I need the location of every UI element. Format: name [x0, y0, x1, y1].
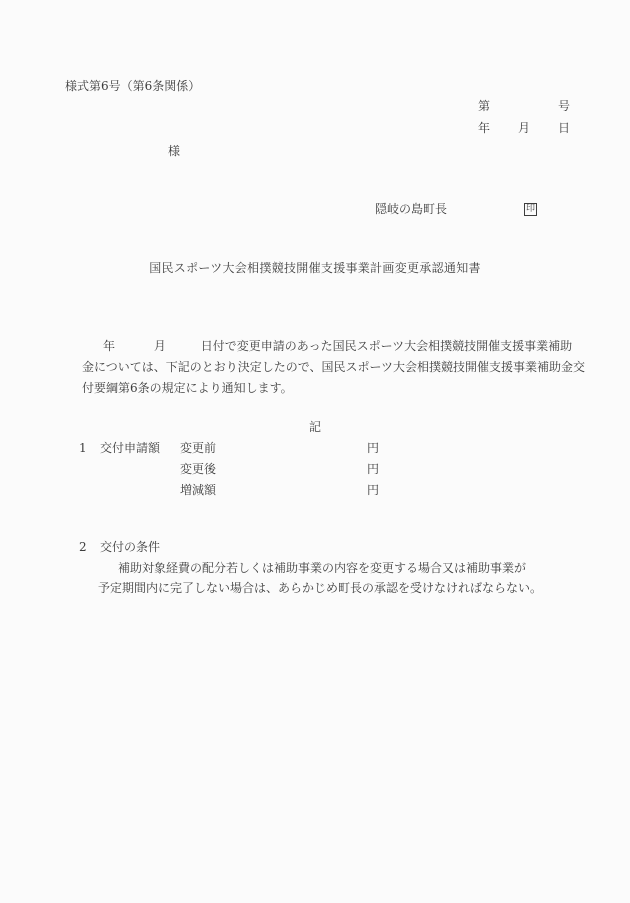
doc-number-prefix: 第 [478, 99, 491, 113]
body-line-1-text: 日付で変更申請のあった国民スポーツ大会相撲競技開催支援事業補助 [200, 339, 573, 353]
item1-number: 1 [79, 441, 87, 455]
doc-number-line [478, 99, 570, 114]
doc-number-suffix: 号 [557, 99, 570, 113]
item1-row-before-unit: 円 [367, 441, 380, 455]
body-line-1 [82, 339, 572, 354]
item1-row-diff-label: 増減額 [180, 483, 217, 497]
date-day-label: 日 [557, 121, 570, 135]
item1-row-before-label: 変更前 [180, 441, 217, 455]
section-marker: 記 [308, 420, 321, 434]
seal-placeholder [524, 200, 537, 216]
date-year-label: 年 [478, 121, 491, 135]
item2-text-line-1: 補助対象経費の配分若しくは補助事業の内容を変更する場合又は補助事業が [118, 561, 527, 575]
body-line-2: 金については、下記のとおり決定したので、国民スポーツ大会相撲競技開催支援事業補助金交 [82, 360, 586, 374]
item1-label: 交付申請額 [100, 441, 161, 455]
item2-label: 交付の条件 [100, 540, 161, 554]
item1-row-after-unit: 円 [367, 462, 380, 476]
date-line [478, 121, 570, 136]
item1-row-after-label: 変更後 [180, 462, 217, 476]
seal-mark-icon: 印 [525, 204, 535, 214]
body-month-label: 月 [153, 339, 166, 353]
item1-row-diff-unit: 円 [367, 483, 380, 497]
recipient-honorific: 様 [168, 144, 181, 158]
body-line-3: 付要綱第6条の規定により通知します。 [82, 381, 293, 395]
body-year-label: 年 [103, 339, 116, 353]
date-month-label: 月 [517, 121, 530, 135]
issuer-title: 隠岐の島町長 [375, 202, 448, 216]
document-title: 国民スポーツ大会相撲競技開催支援事業計画変更承認通知書 [149, 261, 481, 275]
form-number: 様式第6号（第6条関係） [65, 79, 201, 93]
item2-number: 2 [79, 540, 87, 554]
item2-text-line-2: 予定期間内に完了しない場合は、あらかじめ町長の承認を受けなければならない。 [98, 581, 543, 595]
